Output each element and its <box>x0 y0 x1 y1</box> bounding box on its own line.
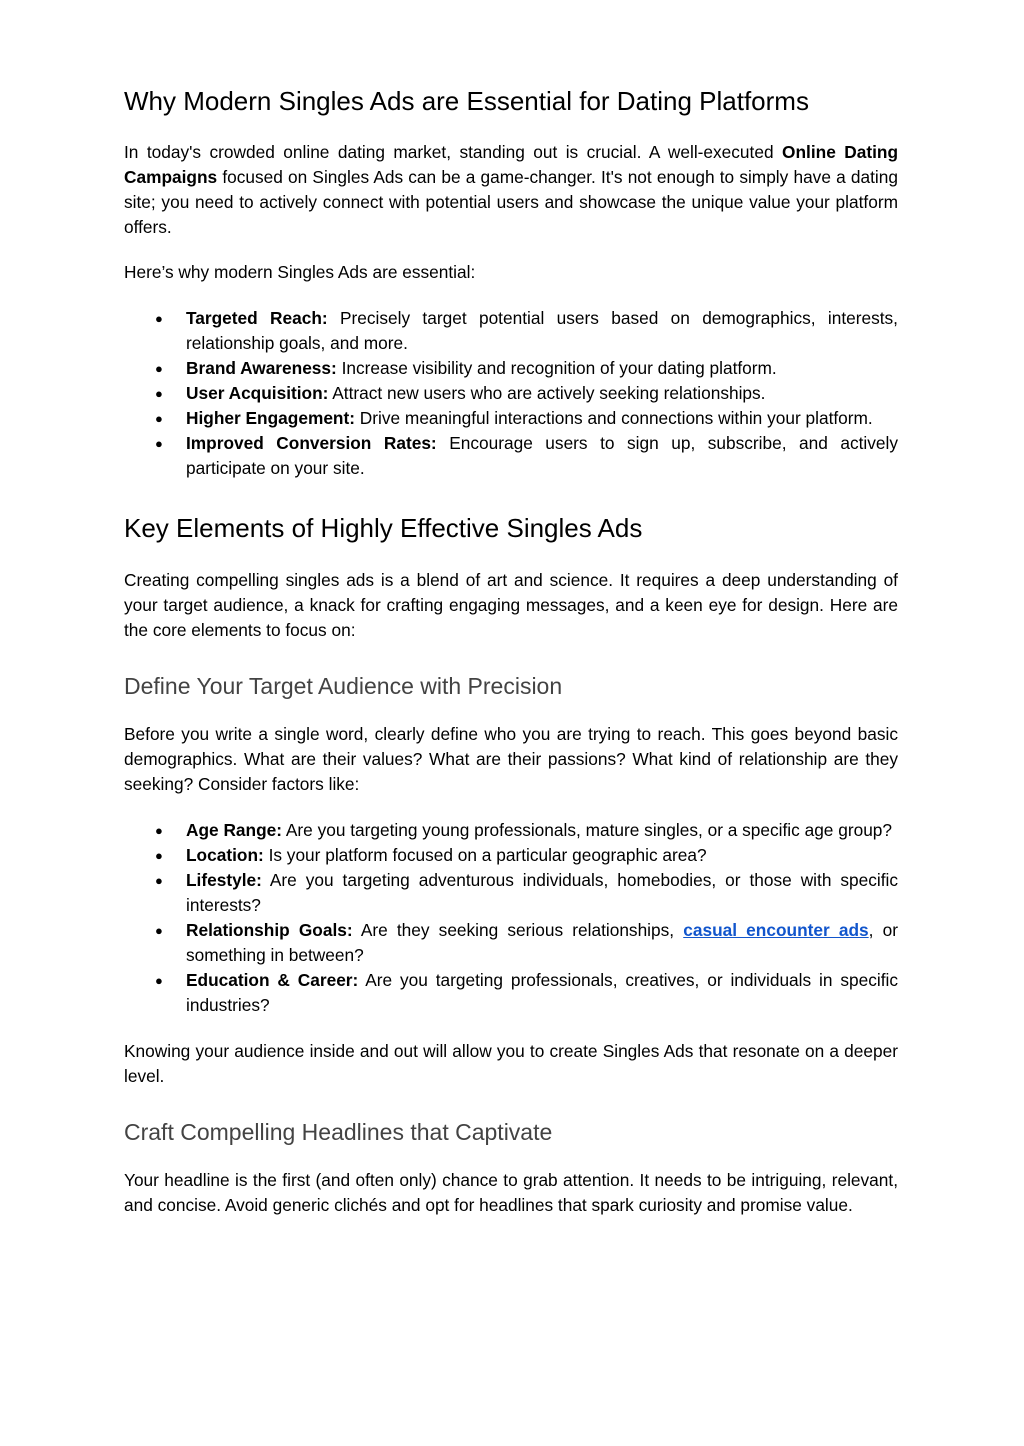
list-item-text: Are you targeting professionals, creatives, or individuals in specific industries? <box>186 970 898 1015</box>
list-item <box>186 306 898 356</box>
list-item-text: Encourage users to sign up, subscribe, and actively participate on your site. <box>186 433 898 478</box>
lead-paragraph: Here’s why modern Singles Ads are essential: <box>124 262 476 282</box>
list-item-label: Improved Conversion Rates: <box>186 433 437 453</box>
intro-paragraph <box>124 140 898 240</box>
list-item-label: Higher Engagement: <box>186 408 355 428</box>
subheading-target-audience: Define Your Target Audience with Precision <box>124 673 563 699</box>
section-heading-why-essential: Why Modern Singles Ads are Essential for Dating Platforms <box>124 86 809 116</box>
list-item-label: Brand Awareness: <box>186 358 337 378</box>
list-item <box>186 381 898 406</box>
list-item <box>186 843 898 868</box>
benefits-list <box>124 306 898 481</box>
list-item <box>186 868 898 918</box>
subheading-headlines: Craft Compelling Headlines that Captivate <box>124 1119 553 1145</box>
list-item-label: Lifestyle: <box>186 870 262 890</box>
list-item-text: Are you targeting young professionals, mature singles, or a specific age group? <box>282 820 893 840</box>
list-item <box>186 818 898 843</box>
list-item-text: Precisely target potential users based on demographics, interests, relationship goals, and more. <box>186 308 898 353</box>
list-item <box>186 406 898 431</box>
list-item <box>186 356 898 381</box>
list-item <box>186 918 898 968</box>
intro-text-b: focused on Singles Ads can be a game-changer. It's not enough to simply have a dating site; you need to actively connect with potential users and showcase the unique value your platform offers. <box>124 167 898 237</box>
list-item-text: Are they seeking serious relationships, <box>352 920 684 940</box>
list-item-label: Relationship Goals: <box>186 920 353 940</box>
list-item <box>186 431 898 481</box>
intro-text-a: In today's crowded online dating market, standing out is crucial. A well-executed <box>124 142 783 162</box>
list-item-label: Age Range: <box>186 820 283 840</box>
audience-paragraph: Before you write a single word, clearly define who you are trying to reach. This goes beyond basic demographics. What are their values? What are their passions? What kind of relationship are they seeking? Consider factors like: <box>124 724 898 794</box>
audience-outro-paragraph: Knowing your audience inside and out will allow you to create Singles Ads that resonate on a deeper level. <box>124 1041 898 1086</box>
list-item-text: Is your platform focused on a particular geographic area? <box>263 845 707 865</box>
audience-factors-list <box>124 818 898 1018</box>
section-heading-key-elements: Key Elements of Highly Effective Singles Ads <box>124 513 643 543</box>
list-item-text: , or something in between? <box>186 920 898 965</box>
list-item <box>186 968 898 1018</box>
intro-bold-term: Online Dating Campaigns <box>124 142 899 187</box>
casual-encounter-ads-link[interactable]: casual encounter ads <box>683 920 869 940</box>
key-elements-paragraph: Creating compelling singles ads is a blend of art and science. It requires a deep understanding of your target audience, a knack for crafting engaging messages, and a keen eye for design. Here are the core elements to focus on: <box>124 570 898 640</box>
list-item-label: User Acquisition: <box>186 383 329 403</box>
list-item-label: Education & Career: <box>186 970 359 990</box>
list-item-label: Targeted Reach: <box>186 308 328 328</box>
list-item-text: Drive meaningful interactions and connections within your platform. <box>355 408 873 428</box>
list-item-text: Attract new users who are actively seeking relationships. <box>328 383 766 403</box>
list-item-text: Are you targeting adventurous individuals, homebodies, or those with specific interests? <box>186 870 898 915</box>
list-item-text: Increase visibility and recognition of your dating platform. <box>336 358 777 378</box>
headlines-paragraph: Your headline is the first (and often only) chance to grab attention. It needs to be intriguing, relevant, and concise. Avoid generic clichés and opt for headlines that spark curiosity and promise value. <box>124 1170 898 1215</box>
list-item-label: Location: <box>186 845 264 865</box>
